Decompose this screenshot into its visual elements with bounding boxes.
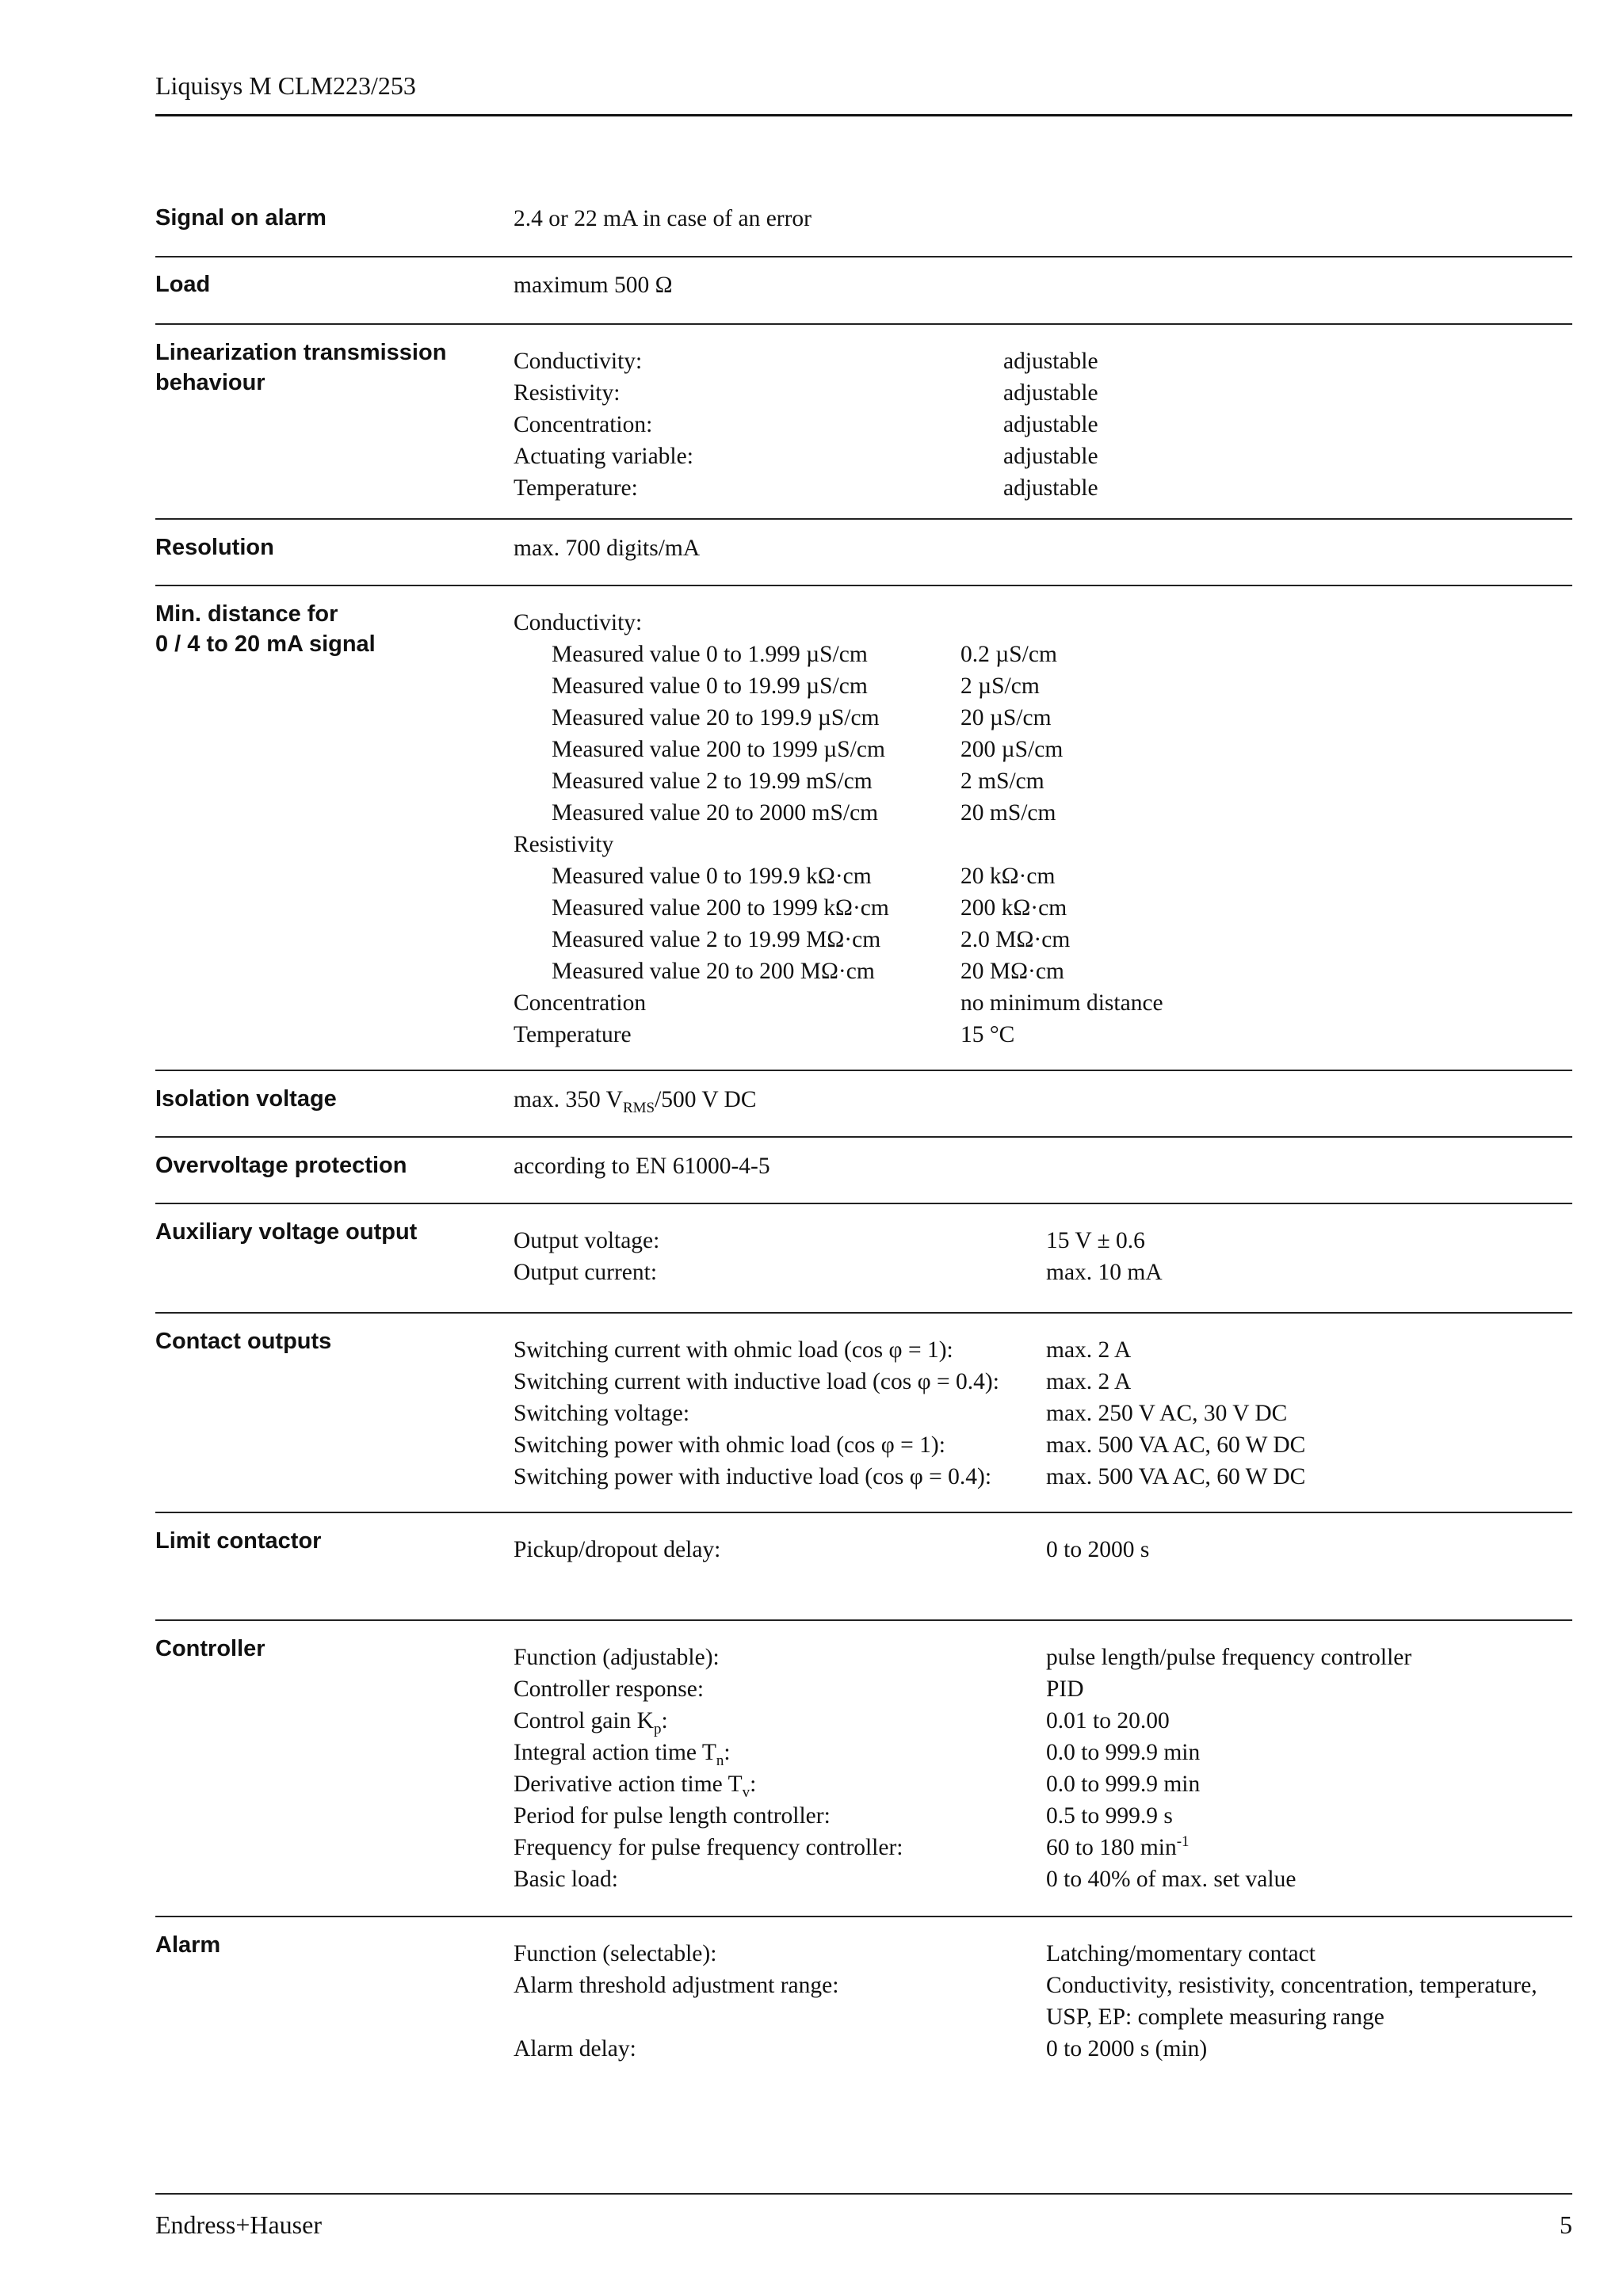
page-number: 5: [1560, 2210, 1572, 2239]
spec-value: adjustable: [1003, 349, 1098, 374]
spec-value: Latching/momentary contact: [1046, 1941, 1316, 1966]
spec-row: [514, 1429, 1572, 1461]
spec-value: 0 to 2000 s (min): [1046, 2036, 1208, 2061]
spec-row: [514, 765, 1572, 797]
spec-value: no minimum distance: [960, 990, 1163, 1016]
spec-key: Switching voltage:: [514, 1401, 690, 1426]
header-rule: [155, 114, 1572, 116]
spec-row: [514, 1225, 1572, 1257]
spec-row: [514, 472, 1572, 504]
spec-key: Conductivity:: [514, 610, 643, 635]
spec-row: [514, 860, 1572, 892]
section-value: according to EN 61000-4-5: [514, 1154, 770, 1179]
section-value: maximum 500 Ω: [514, 273, 673, 298]
spec-row: [514, 892, 1572, 924]
section-content: [514, 345, 1572, 504]
divider: [155, 1136, 1572, 1138]
section-label: Limit contactor: [155, 1528, 322, 1554]
spec-key: Basic load:: [514, 1867, 618, 1892]
spec-key: Concentration:: [514, 412, 653, 437]
spec-value: adjustable: [1003, 412, 1098, 437]
section-label: Signal on alarm: [155, 205, 327, 231]
section-content: [514, 607, 1572, 1051]
spec-value: 0 to 2000 s: [1046, 1537, 1150, 1562]
spec-row: [514, 797, 1572, 829]
section-value: max. 700 digits/mA: [514, 536, 701, 561]
spec-row: [514, 924, 1572, 955]
spec-key: Function (selectable):: [514, 1941, 717, 1966]
spec-row: [514, 1366, 1572, 1398]
spec-value: 200 µS/cm: [960, 737, 1064, 762]
divider: [155, 1512, 1572, 1513]
section-content: [514, 1642, 1572, 1895]
key-text: :: [750, 1772, 757, 1797]
spec-row: [514, 1768, 1572, 1800]
spec-key: Measured value 0 to 19.99 µS/cm: [552, 673, 868, 699]
divider: [155, 1070, 1572, 1071]
spec-value: max. 250 V AC, 30 V DC: [1046, 1401, 1288, 1426]
label-line: behaviour: [155, 370, 265, 395]
key-text: Control gain K: [514, 1708, 654, 1733]
spec-heading: [514, 829, 1572, 860]
spec-value: max. 10 mA: [1046, 1260, 1163, 1285]
spec-key: Output voltage:: [514, 1228, 660, 1253]
spec-row: [514, 955, 1572, 987]
value-subscript: RMS: [622, 1099, 655, 1116]
spec-value: max. 2 A: [1046, 1369, 1132, 1394]
section-label: Alarm: [155, 1932, 221, 1958]
section-content: [514, 1938, 1572, 2065]
key-text: :: [661, 1708, 668, 1733]
spec-value: 15 V ± 0.6: [1046, 1228, 1145, 1253]
spec-row: [514, 345, 1572, 377]
spec-key: Measured value 20 to 199.9 µS/cm: [552, 705, 880, 730]
spec-key: Resistivity: [514, 832, 614, 857]
key-text: Integral action time T: [514, 1740, 716, 1765]
spec-value: max. 500 VA AC, 60 W DC: [1046, 1432, 1306, 1458]
spec-key: [514, 1768, 756, 1800]
spec-key: Pickup/dropout delay:: [514, 1537, 721, 1562]
spec-value: 0.0 to 999.9 min: [1046, 1740, 1201, 1765]
spec-value: 20 µS/cm: [960, 705, 1052, 730]
spec-row: [514, 1257, 1572, 1288]
spec-row: [514, 1938, 1572, 1970]
divider: [155, 585, 1572, 586]
spec-value: adjustable: [1003, 475, 1098, 501]
spec-row: [514, 1737, 1572, 1768]
spec-key: Concentration: [514, 990, 647, 1016]
spec-key: Measured value 2 to 19.99 MΩ·cm: [552, 927, 881, 952]
section-value: [514, 1084, 1572, 1116]
spec-key: [514, 1737, 731, 1768]
value-text: /500 V DC: [655, 1087, 757, 1112]
section-content: [514, 1334, 1572, 1493]
divider: [155, 256, 1572, 257]
spec-key: Switching power with ohmic load (cos φ = 1):: [514, 1432, 945, 1458]
divider: [155, 323, 1572, 325]
spec-key: Measured value 0 to 1.999 µS/cm: [552, 642, 868, 667]
section-label: [155, 599, 488, 659]
divider: [155, 518, 1572, 520]
spec-row: [514, 1398, 1572, 1429]
spec-row: [514, 1863, 1572, 1895]
section-label: Auxiliary voltage output: [155, 1219, 418, 1245]
spec-key: Measured value 0 to 199.9 kΩ·cm: [552, 864, 872, 889]
value-text: 60 to 180 min: [1046, 1835, 1177, 1860]
spec-key: Measured value 20 to 200 MΩ·cm: [552, 959, 875, 984]
spec-key: Alarm threshold adjustment range:: [514, 1973, 839, 1998]
key-subscript: p: [654, 1720, 662, 1737]
label-line: Linearization transmission: [155, 340, 447, 365]
spec-key: Period for pulse length controller:: [514, 1803, 831, 1829]
section-label: [155, 338, 488, 398]
spec-row: [514, 2033, 1572, 2065]
spec-key: Function (adjustable):: [514, 1645, 720, 1670]
spec-row: [514, 670, 1572, 702]
section-content: [514, 1225, 1572, 1288]
spec-key: Switching current with inductive load (cos φ = 0.4):: [514, 1369, 999, 1394]
spec-row: [514, 639, 1572, 670]
spec-row: [514, 1800, 1572, 1832]
section-value: 2.4 or 22 mA in case of an error: [514, 206, 812, 231]
spec-value: PID: [1046, 1676, 1084, 1702]
spec-value: 200 kΩ·cm: [960, 895, 1067, 921]
spec-value: 0.01 to 20.00: [1046, 1708, 1170, 1733]
footer-rule: [155, 2193, 1572, 2195]
spec-value: 20 MΩ·cm: [960, 959, 1064, 984]
spec-value: 0.2 µS/cm: [960, 642, 1057, 667]
spec-key: [514, 1705, 668, 1737]
spec-key: Alarm delay:: [514, 2036, 636, 2061]
spec-row: [514, 1461, 1572, 1493]
spec-row: [514, 377, 1572, 409]
spec-row: [514, 1534, 1572, 1566]
divider: [155, 1916, 1572, 1917]
spec-key: Temperature:: [514, 475, 638, 501]
spec-key: Measured value 200 to 1999 kΩ·cm: [552, 895, 889, 921]
spec-key: Frequency for pulse frequency controller:: [514, 1835, 903, 1860]
spec-value: pulse length/pulse frequency controller: [1046, 1645, 1412, 1670]
page-header-title: Liquisys M CLM223/253: [155, 71, 416, 100]
footer-brand: Endress+Hauser: [155, 2210, 322, 2239]
spec-row: [514, 1705, 1572, 1737]
label-line: 0 / 4 to 20 mA signal: [155, 631, 376, 657]
key-text: Derivative action time T: [514, 1772, 743, 1797]
spec-key: Conductivity:: [514, 349, 643, 374]
spec-row: [514, 734, 1572, 765]
spec-row: [514, 1832, 1572, 1863]
spec-key: Output current:: [514, 1260, 658, 1285]
spec-value: max. 500 VA AC, 60 W DC: [1046, 1464, 1306, 1489]
section-content: [514, 1534, 1572, 1566]
divider: [155, 1619, 1572, 1621]
spec-row: [514, 1970, 1572, 2033]
section-label: Resolution: [155, 535, 274, 560]
key-subscript: n: [716, 1752, 724, 1769]
divider: [155, 1312, 1572, 1314]
spec-value: 20 kΩ·cm: [960, 864, 1056, 889]
spec-key: Actuating variable:: [514, 444, 693, 469]
value-text: max. 350 V: [514, 1087, 623, 1112]
spec-row: [514, 1334, 1572, 1366]
spec-value: [1046, 1832, 1190, 1863]
spec-key: Switching power with inductive load (cos φ = 0.4):: [514, 1464, 992, 1489]
value-superscript: -1: [1176, 1833, 1190, 1851]
spec-row: [514, 441, 1572, 472]
spec-row: [514, 409, 1572, 441]
spec-key: Resistivity:: [514, 380, 621, 406]
spec-key: Measured value 20 to 2000 mS/cm: [552, 800, 879, 826]
section-label: Isolation voltage: [155, 1086, 337, 1112]
spec-row: [514, 1642, 1572, 1673]
label-line: Min. distance for: [155, 601, 338, 627]
spec-value: 20 mS/cm: [960, 800, 1056, 826]
section-label: Controller: [155, 1636, 265, 1661]
spec-value: 0 to 40% of max. set value: [1046, 1867, 1296, 1892]
spec-row: [514, 987, 1572, 1019]
spec-value: 15 °C: [960, 1022, 1015, 1047]
spec-heading: [514, 607, 1572, 639]
key-subscript: v: [742, 1783, 750, 1801]
spec-value: 2.0 MΩ·cm: [960, 927, 1071, 952]
spec-row: [514, 702, 1572, 734]
key-text: :: [724, 1740, 731, 1765]
spec-key: Controller response:: [514, 1676, 705, 1702]
spec-key: Measured value 200 to 1999 µS/cm: [552, 737, 885, 762]
spec-value: Conductivity, resistivity, concentration, temperature, USP, EP: complete measuring range: [1046, 1973, 1537, 2030]
section-label: Contact outputs: [155, 1329, 332, 1354]
spec-key: Measured value 2 to 19.99 mS/cm: [552, 769, 873, 794]
spec-value: 0.0 to 999.9 min: [1046, 1772, 1201, 1797]
spec-row: [514, 1673, 1572, 1705]
spec-row: [514, 1019, 1572, 1051]
spec-value: adjustable: [1003, 380, 1098, 406]
spec-value: 2 µS/cm: [960, 673, 1040, 699]
section-label: Overvoltage protection: [155, 1153, 407, 1178]
spec-value: max. 2 A: [1046, 1337, 1132, 1363]
section-label: Load: [155, 272, 211, 297]
spec-value: adjustable: [1003, 444, 1098, 469]
spec-value: 2 mS/cm: [960, 769, 1044, 794]
spec-key: Temperature: [514, 1022, 632, 1047]
spec-key: Switching current with ohmic load (cos φ = 1):: [514, 1337, 953, 1363]
spec-value: 0.5 to 999.9 s: [1046, 1803, 1173, 1829]
divider: [155, 1203, 1572, 1204]
